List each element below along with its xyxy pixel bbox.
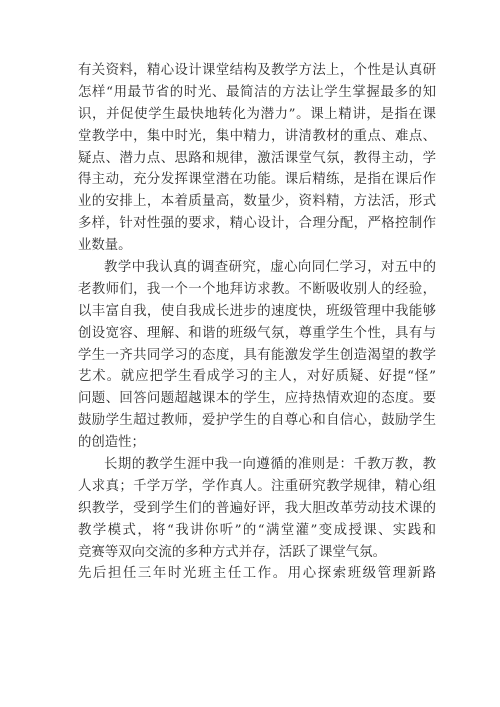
text-line: 竞赛等双向交流的多种方式并存，活跃了课堂气氛。: [78, 544, 386, 560]
text-line: 得主动，充分发挥课堂潜在功能。课后精练，是指在课后作: [78, 172, 436, 188]
text-line: 先后担任三年时光班主任工作。用心探索班级管理新路: [78, 566, 436, 582]
text-line: 问题、回答问题超越课本的学生，应持热情欢迎的态度。要: [78, 391, 436, 407]
text-line: 创设宽容、理解、和谐的班级气氛，尊重学生个性，具有与: [78, 325, 436, 341]
text-line: 多样，针对性强的要求，精心设计，合理分配，严格控制作: [78, 216, 436, 232]
body-text: [78, 60, 436, 585]
text-line: 教学中我认真的调查研究，虚心向同仁学习，对五中的: [104, 260, 436, 276]
text-line: 的创造性；: [78, 435, 145, 451]
text-line: 以丰富自我，使自我成长进步的速度快，班级管理中我能够: [78, 303, 436, 319]
text-line: 鼓励学生超过教师，爱护学生的自尊心和自信心，鼓励学生: [78, 413, 436, 429]
text-line: 业的安排上，本着质量高，数量少，资料精，方法活，形式: [78, 194, 436, 210]
text-line: 学生一齐共同学习的态度，具有能激发学生创造渴望的教学: [78, 347, 436, 363]
text-line: 业数量。: [78, 238, 132, 254]
text-line: 识，并促使学生最快地转化为潜力”。课上精讲，是指在课: [78, 106, 436, 122]
text-line: 教学模式，将“我讲你听”的“满堂灌”变成授课、实践和: [78, 522, 436, 538]
text-line: 疑点、潜力点、思路和规律，激活课堂气氛，教得主动，学: [78, 150, 436, 166]
text-line: 怎样“用最节省的时光、最简洁的方法让学生掌握最多的知: [78, 84, 436, 100]
text-line: 有关资料，精心设计课堂结构及教学方法上，个性是认真研: [78, 63, 436, 78]
text-line: 老教师们，我一个一个地拜访求教。不断吸收别人的经验，: [78, 281, 436, 297]
text-line: 艺术。就应把学生看成学习的主人，对好质疑、好提“怪”: [78, 369, 436, 385]
text-line: 堂教学中，集中时光，集中精力，讲清教材的重点、难点、: [78, 128, 436, 144]
text-line: 人求真；千学万学，学作真人。注重研究教学规律，精心组: [78, 478, 436, 494]
text-line: 织教学，受到学生们的普遍好评，我大胆改革劳动技术课的: [78, 500, 436, 516]
text-line: 长期的教学生涯中我一向遵循的准则是：千教万教，教: [104, 457, 436, 473]
